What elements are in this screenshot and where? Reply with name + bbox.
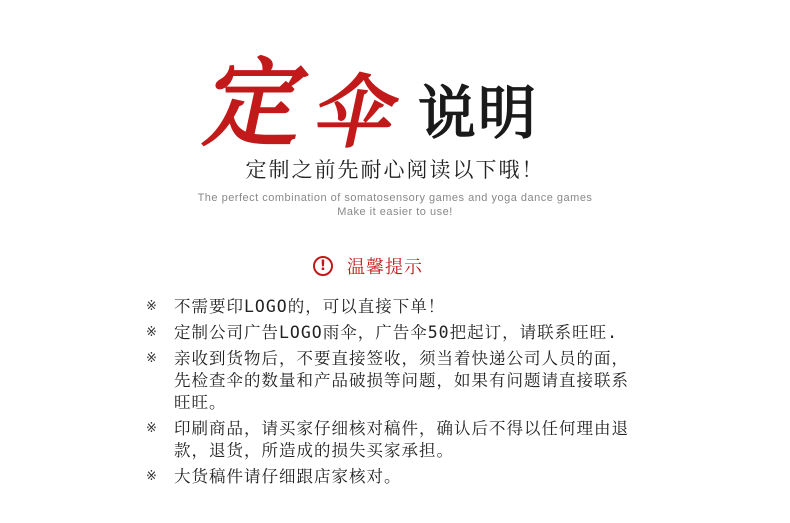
tip-line: 印刷商品，请买家仔细核对稿件，确认后不得以任何理由退 [174,419,629,438]
bullet-icon: ※ [146,469,157,484]
english-line-2: Make it easier to use! [337,206,453,218]
list-item [146,348,706,414]
warning-icon: ! [313,256,333,276]
tips-label: 温馨提示 [347,257,423,278]
tips-header [313,253,423,279]
tips-list [146,296,706,492]
tip-line: 亲收到货物后，不要直接签收，须当着快递公司人员的面， [174,349,629,368]
title-main: 说明 [418,79,539,147]
bullet-icon: ※ [146,421,157,436]
list-item [146,296,706,318]
title-banner [0,22,790,160]
tip-line: 大货稿件请仔细跟店家核对。 [174,467,402,486]
list-item [146,466,706,488]
bullet-icon: ※ [146,299,157,314]
tip-line: 先检查伞的数量和产品破损等问题，如果有问题请直接联系 [174,371,629,390]
english-line-1: The perfect combination of somatosensory games and yoga dance games [197,192,593,204]
tip-text [174,348,629,414]
list-item [146,322,706,344]
subtitle: 定制之前先耐心阅读以下哦！ [245,158,545,182]
bullet-icon: ※ [146,325,157,340]
tip-text [174,418,629,462]
list-item [146,418,706,462]
tip-line: 不需要印LOGO的，可以直接下单！ [174,297,446,316]
tip-line: 款，退货，所造成的损失买家承担。 [174,441,454,460]
tip-line: 旺旺。 [174,393,227,412]
tip-text [174,296,445,318]
tip-line: 定制公司广告LOGO雨伞，广告伞50把起订，请联系旺旺. [174,323,619,342]
title-calligraphy-ding: 定 [196,47,317,160]
tip-text [174,322,618,344]
tip-text [174,466,402,488]
title-calligraphy-san: 伞 [306,65,407,159]
bullet-icon: ※ [146,351,157,366]
